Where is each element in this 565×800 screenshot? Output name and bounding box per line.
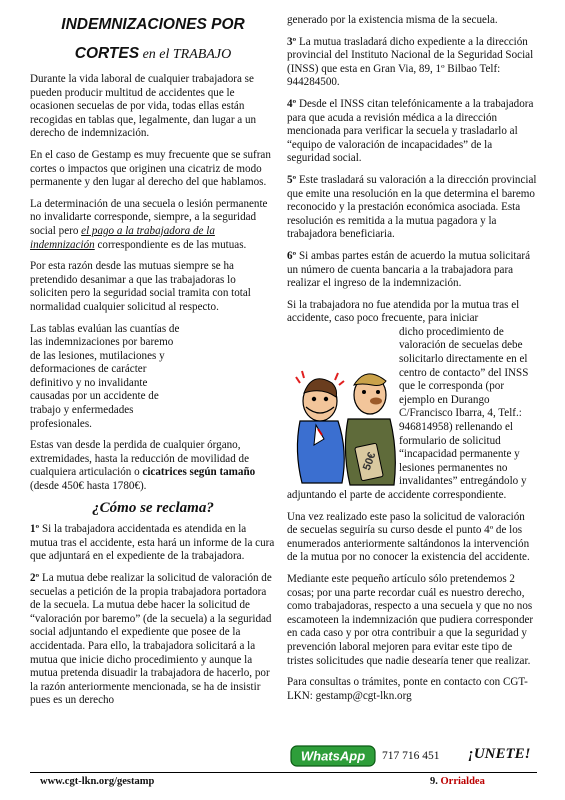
paragraph-next-step: Una vez realizado este paso la solicitud de valoración de secuelas seguiría su curso desde el punto 4º de los enumerados anteriormente saltándonos la intervención de la mutua por no conocer la existencia del accidente.	[287, 510, 530, 564]
paragraph-contact: Para consultas o trámites, ponte en contacto con CGT-LKN: gestamp@cgt-lkn.org	[287, 676, 528, 702]
subtitle-como-reclama: ¿Cómo se reclama?	[92, 499, 214, 516]
article-title-line2	[30, 43, 276, 65]
step-2-continuation: generado por la existencia misma de la secuela.	[287, 14, 498, 26]
step-1-text: Si la trabajadora accidentada es atendida en la mutua tras el accidente, esta hará un informe de la cura que adjuntará en el expediente de la trabajadora.	[30, 523, 275, 563]
article-title-cortes: CORTES	[74, 45, 140, 62]
paragraph-intro: Durante la vida laboral de cualquier trabajadora se pueden producir multitud de accidentes que le ocasionen secuelas de por vida, todas ellas están recogidas en tablas que, legalmente, dan lugar a un derecho de indemnización.	[30, 73, 257, 140]
paragraph-no-mutua-wrapped: dicho procedimiento de valoración de secuelas debe solicitarlo directamente en el centro de contacto” del INSS que le corresponda (por ejemplo en Durango C/Francisco Ibarra, 4, Telf.: 946814958) rellenando el formulario de solicitud “incapacidad permanente y lesiones permanentes no invalidantes” entregándolo y	[399, 325, 529, 488]
step-2-text: La mutua debe realizar la solicitud de valoración de secuelas a petición de la propia trabajadora portadora de la secuela. La mutua debe hacer la solicitud de “valoración por baremo” (de la secuela) a la seguridad social adjuntando el expediente que posee de la accidentada. Para ello, la trabajadora solicitará a la mutua que inicie dicho procedimiento y aunque la mutua pretenda disuadir la trabajadora de hacerlo, por la razón anteriormente mencionada, se ha de insistir pues es un derecho	[30, 572, 272, 707]
second-worker-figure	[345, 374, 395, 485]
footer-page-number: 9.	[430, 776, 438, 787]
paragraph-determination-a: La determinación de una secuela o lesión permanente no invalidarte corresponde, siempre, a la seguridad social pero	[30, 197, 268, 237]
paragraph-determination-underlined: el pago a la trabajadora de la indemnización	[30, 224, 215, 251]
injured-worker-figure	[296, 371, 344, 483]
step-4-number: 4º	[287, 97, 297, 110]
paragraph-determination	[30, 198, 276, 252]
step-5-number: 5º	[287, 173, 297, 186]
paragraph-mutuas: Por esta razón desde las mutuas siempre se ha pretendido desanimar a que las trabajadoras lo soliciten pero la seguridad social tramita con total normalidad cualquier solicitud al respecto.	[30, 260, 251, 313]
footer-section: Orrialdea	[440, 776, 485, 787]
article-title-line1: INDEMNIZACIONES POR	[61, 16, 245, 33]
step-6-text: Si ambas partes están de acuerdo la mutua solicitará un número de cuenta bancaria a la trabajadora para realizar el ingreso de la indemnización.	[287, 249, 531, 290]
step-1-number: 1º	[30, 523, 40, 536]
paragraph-ranges-bold: cicatrices según tamaño	[142, 466, 256, 479]
step-2-number: 2º	[30, 572, 40, 584]
paragraph-tablas: Las tablas evalúan las cuantías de las indemnizaciones por baremo de las lesiones, mutilaciones y deformaciones de carácter definitivo y no invalidante causadas por un accidente de trabajo y enfermedades profesionales.	[30, 322, 180, 430]
footer-divider	[30, 772, 537, 773]
step-6	[287, 250, 537, 291]
footer-url[interactable]: www.cgt-lkn.org/gestamp	[40, 776, 155, 787]
paragraph-ranges-a: Estas van desde la perdida de cualquier órgano, extremidades, hasta la reducción de movilidad de cualquiera articulación o	[30, 439, 250, 479]
step-3-text: La mutua trasladará dicho expediente a la dirección provincial del Instituto Nacional de la Seguridad Social (INSS) que esta en Gran Via, 89, 1º Bilbao Telf: 944284500.	[287, 35, 534, 89]
step-3-number: 3º	[287, 35, 297, 48]
whatsapp-logo	[290, 745, 376, 767]
step-5-text: Este trasladará su valoración a la dirección provincial que emite una resolución en la que determina el baremo reconocido y la prestación económica asociada. Esta resolución es remitida a la mutua pagadora y la trabajadora beneficiaria.	[287, 173, 537, 241]
step-6-number: 6º	[287, 249, 297, 262]
left-column	[30, 14, 276, 716]
step-3	[287, 36, 537, 90]
step-1	[30, 523, 276, 564]
paragraph-purpose: Mediante este pequeño artículo sólo pretendemos 2 cosas; por una parte recordar cuál es nuestro derecho, como trabajadoras, respecto a una secuela y que no nos escamoteen la indemnización que pudiera corresponder en cada caso y por otra contribuir a que la seguridad y prevención laboral mejoren para evitar este tipo de tristes solicitudes que nadie desearía tener que realizar.	[287, 572, 534, 667]
footer-page	[430, 776, 485, 787]
cartoon-illustration	[292, 361, 398, 486]
step-5	[287, 174, 537, 242]
paragraph-determination-b: correspondiente es de las mutuas.	[94, 238, 247, 251]
paragraph-ranges	[30, 439, 276, 493]
unete-label: ¡UNETE!	[468, 746, 531, 762]
phone-number: 717 716 451	[382, 750, 440, 762]
paragraph-gestamp: En el caso de Gestamp es muy frecuente que se sufran cortes o impactos que originen una cicatriz de modo permanente y den lugar al derecho del que hablamos.	[30, 148, 271, 189]
step-4-text: Desde el INSS citan telefónicamente a la trabajadora para que acuda a revisión médica a la dirección mencionada para verificar la secuela y trasladarlo al “equipo de valoración de incapacidades” de la seguridad social.	[287, 97, 534, 165]
paragraph-no-mutua: Si la trabajadora no fue atendida por la mutua tras el accidente, caso poco frecuente, para iniciar	[287, 298, 520, 325]
article-title-rest: en el TRABAJO	[139, 47, 232, 62]
paragraph-no-mutua-end: adjuntando el parte de accidente correspondiente.	[287, 489, 507, 501]
money-bill-text: 50€	[360, 450, 379, 472]
step-4	[287, 98, 537, 166]
step-2	[30, 572, 276, 708]
whatsapp-logo-text: WhatsApp	[300, 748, 366, 764]
paragraph-ranges-c: (desde 450€ hasta 1780€).	[30, 480, 147, 493]
